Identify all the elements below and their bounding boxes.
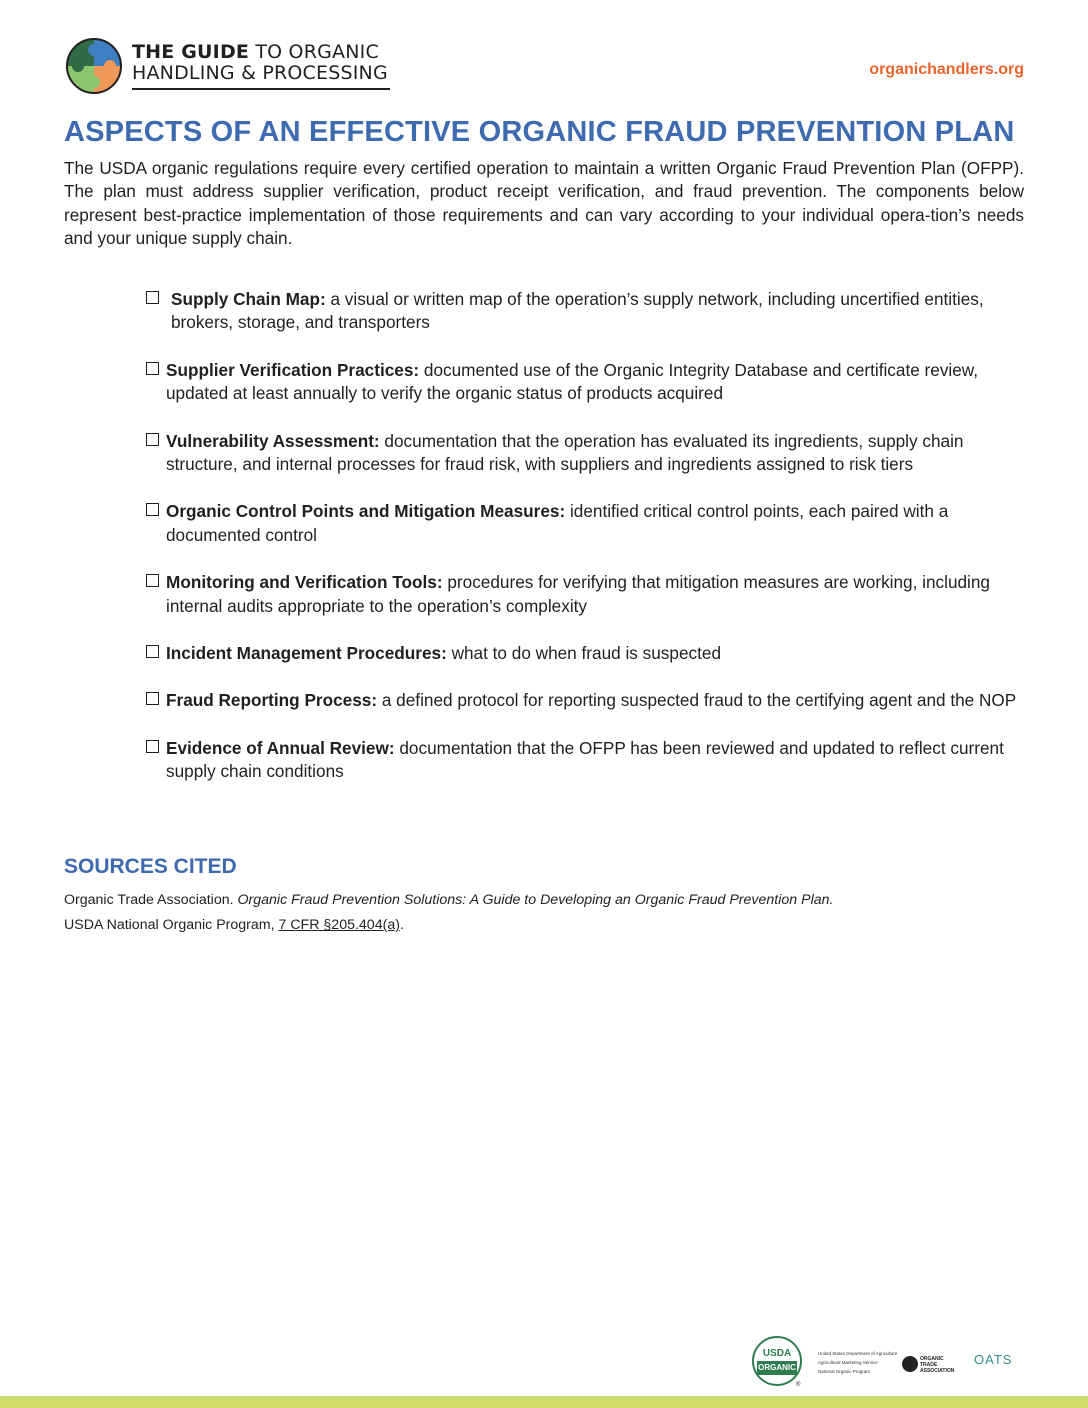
checklist-term: Supply Chain Map: [171,289,326,309]
ota-globe-icon [902,1356,918,1372]
checklist-item [146,430,1026,477]
guide-logo [64,36,394,96]
checkbox[interactable] [146,645,159,658]
sources-heading: SOURCES CITED [64,855,237,878]
oats-logo: OATS [974,1352,1013,1367]
checklist-item [146,500,1026,547]
checklist-item [146,288,1026,335]
checkbox[interactable] [146,692,159,705]
checklist-text: a visual or written map of the operation’s supply network, including uncertified entities, brokers, storage, and transporters [171,289,984,333]
checkbox[interactable] [146,433,159,446]
checklist-text: documentation that the operation has evaluated its ingredients, supply chain structure, and internal processes for fraud risk, with suppliers and ingredients assigned to risk tiers [166,430,964,475]
logo-line-1: THE GUIDE TO ORGANIC [132,41,379,63]
checklist-text: procedures for verifying that mitigation measures are working, including internal audits appropriate to the operation’s complexity [166,572,990,616]
checklist-term: Incident Management Procedures: [166,643,447,664]
registered-mark: ® [796,1382,801,1388]
page-title: ASPECTS OF AN EFFECTIVE ORGANIC FRAUD PREVENTION PLAN [64,116,1015,148]
checklist-term: Evidence of Annual Review: [166,737,395,758]
checklist-term: Vulnerability Assessment: [166,430,380,451]
usda-seal-band: ORGANIC [757,1361,797,1375]
checklist-term: Organic Control Points and Mitigation Measures: [166,501,566,522]
site-url-link[interactable]: organichandlers.org [869,61,1024,78]
logo-rule [132,88,390,90]
checkbox[interactable] [146,503,159,516]
usda-organic-seal [752,1336,802,1386]
checklist [146,288,1026,808]
usda-agency-text: United States Department of Agriculture Agricultural Marketing Service National Organic Program [818,1351,898,1374]
checklist-item [146,689,1026,712]
checklist-item [146,642,1026,665]
checklist-item [146,359,1026,406]
footer-color-bar [0,1396,1088,1408]
checklist-term: Fraud Reporting Process: [166,690,378,711]
checkbox[interactable] [146,291,159,304]
logo-wordmark [132,42,392,90]
footer-logos [752,1336,1032,1392]
checklist-text: identified critical control points, each paired with a documented control [166,501,949,545]
source-item: Organic Trade Association. Organic Fraud Prevention Solutions: A Guide to Developing an Organic Fraud Prevention Plan. [64,892,834,908]
cfr-link[interactable]: 7 CFR §205.404(a) [278,917,400,933]
sources-list [64,888,833,938]
intro-paragraph: The USDA organic regulations require every certified operation to maintain a written Organic Fraud Prevention Plan (OFPP). The plan must address supplier verification, product receipt verification, and fraud prevention. The components below represent best-practice implementation of those requirements and can vary according to your individual opera-tion’s needs and your unique supply chain. [64,158,1024,249]
puzzle-logo-icon [64,36,124,96]
usda-seal-top: USDA [762,1348,792,1359]
checklist-text: a defined protocol for reporting suspected fraud to the certifying agent and the NOP [377,690,1017,711]
checklist-text: documented use of the Organic Integrity Database and certificate review, updated at least annually to verify the organic status of products acquired [166,359,979,404]
logo-line-2: HANDLING & PROCESSING [132,62,388,84]
source-title: Organic Fraud Prevention Solutions: A Guide to Developing an Organic Fraud Prevention Plan. [237,892,834,908]
checklist-text: what to do when fraud is suspected [446,643,722,664]
checklist-term: Monitoring and Verification Tools: [166,572,443,593]
checklist-item [146,571,1026,618]
checkbox[interactable] [146,574,159,587]
checklist-item [146,737,1026,784]
source-item: USDA National Organic Program, 7 CFR §205.404(a). [64,917,404,933]
checkbox[interactable] [146,362,159,375]
checkbox[interactable] [146,740,159,753]
checklist-text: documentation that the OFPP has been reviewed and updated to reflect current supply chain conditions [166,737,1004,782]
checklist-term: Supplier Verification Practices: [166,359,420,380]
ota-logo-text: ORGANIC TRADE ASSOCIATION [920,1356,955,1374]
